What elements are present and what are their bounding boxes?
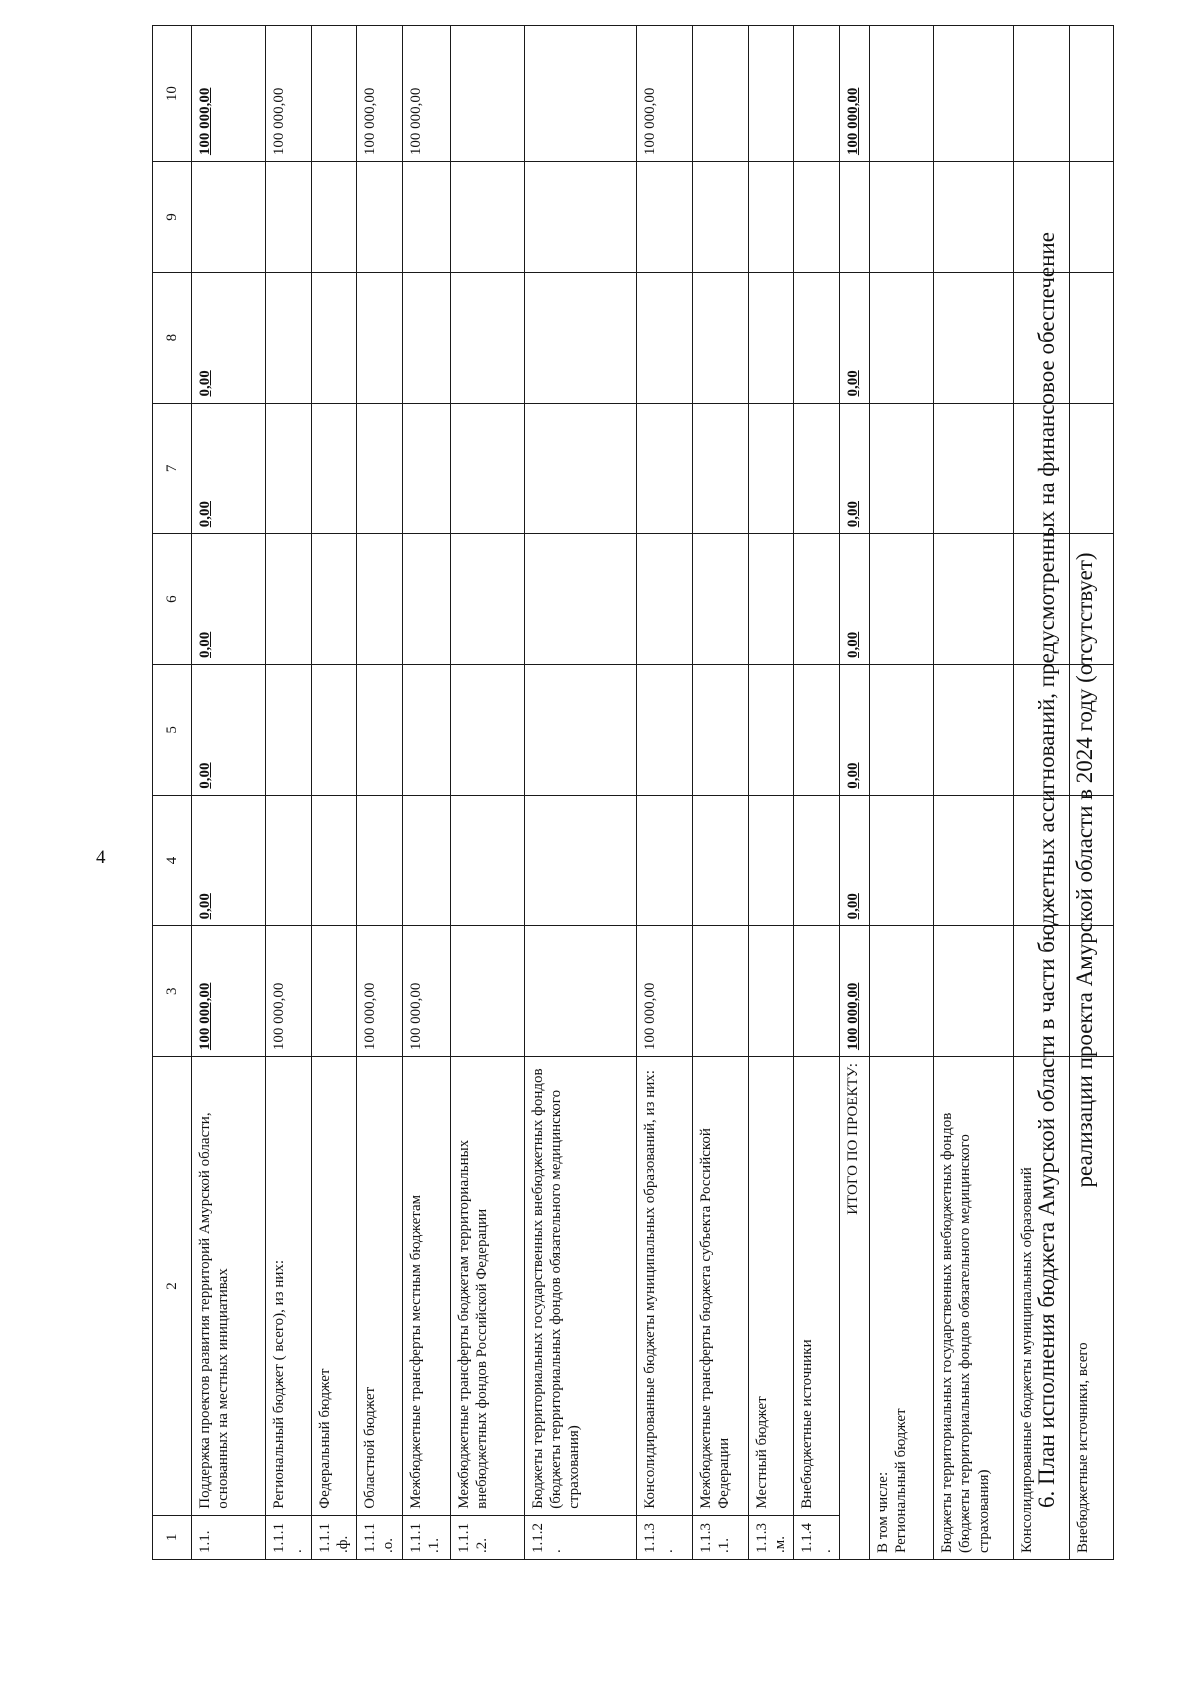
table-row [402,26,450,1560]
table-row [636,26,692,1560]
cell-c6 [450,534,524,665]
cell-c5 [402,664,450,795]
cell-c4 [450,795,524,926]
section-title: 6. План исполнения бюджета Амурской области в части бюджетных ассигнований, предусмотренных на финансовое обеспечение реализации проекта Амурской области в 2024 году (отсутствует) [1034,232,1097,1508]
including-label: В том числе: Региональный бюджет [869,1057,933,1560]
cell-c4 [357,795,403,926]
col-header: 4 [153,795,192,926]
total-row [839,26,869,1560]
cell-c4 [266,795,312,926]
cell-c3 [692,926,748,1057]
cell-c3 [450,926,524,1057]
row-name: Местный бюджет [748,1057,794,1516]
cell-c6 [402,534,450,665]
cell-c10 [748,26,794,162]
cell-c8 [450,272,524,403]
total-c3: 100 000,00 [839,926,869,1057]
cell-c3 [794,926,840,1057]
row-code: 1.1.3. [636,1515,692,1559]
row-name: Поддержка проектов развития территорий Амурской области, основанных на местных инициативах [192,1057,266,1516]
cell-c9 [266,162,312,273]
empty-cell [1013,26,1069,162]
row-code: 1.1. [192,1515,266,1559]
page-number: 4 [96,847,106,868]
cell-c8 [692,272,748,403]
cell-c8 [524,272,636,403]
cell-c10: 100 000,00 [266,26,312,162]
cell-c6 [748,534,794,665]
cell-c4 [311,795,357,926]
col-header: 5 [153,664,192,795]
empty-cell [933,272,1013,403]
cell-c8 [794,272,840,403]
empty-cell [933,162,1013,273]
cell-c9 [192,162,266,273]
cell-c10 [692,26,748,162]
cell-c3: 100 000,00 [266,926,312,1057]
row-name: Областной бюджет [357,1057,403,1516]
total-c4: 0,00 [839,795,869,926]
empty-cell [933,26,1013,162]
cell-c9 [636,162,692,273]
empty-cell [869,26,933,162]
cell-c7 [692,403,748,534]
including-label: Бюджеты территориальных государственных внебюджетных фондов (бюджеты территориальных фондов обязательного медицинского страхования) [933,1057,1013,1560]
cell-c8 [266,272,312,403]
including-label: Внебюджетные источники, всего [1069,1057,1113,1560]
total-c8: 0,00 [839,272,869,403]
cell-c7 [748,403,794,534]
empty-cell [933,403,1013,534]
empty-cell [869,272,933,403]
cell-c3: 100 000,00 [357,926,403,1057]
col-header: 10 [153,26,192,162]
cell-c3: 100 000,00 [636,926,692,1057]
col-header: 1 [153,1515,192,1559]
cell-c10: 100 000,00 [402,26,450,162]
cell-c9 [692,162,748,273]
cell-c5 [636,664,692,795]
cell-c7 [636,403,692,534]
row-name: Федеральный бюджет [311,1057,357,1516]
total-c5: 0,00 [839,664,869,795]
cell-c3: 100 000,00 [192,926,266,1057]
table-row [357,26,403,1560]
cell-c3 [748,926,794,1057]
table-row [192,26,266,1560]
cell-c4 [524,795,636,926]
row-name: Региональный бюджет ( всего), из них: [266,1057,312,1516]
row-code: 1.1.4. [794,1515,840,1559]
cell-c8 [402,272,450,403]
cell-c4: 0,00 [192,795,266,926]
empty-cell [869,795,933,926]
row-code: 1.1.3.м. [748,1515,794,1559]
table-row [450,26,524,1560]
total-c7: 0,00 [839,403,869,534]
cell-c9 [794,162,840,273]
cell-c7 [402,403,450,534]
row-code: 1.1.2. [524,1515,636,1559]
cell-c6 [266,534,312,665]
total-c9 [839,162,869,273]
cell-c9 [450,162,524,273]
cell-c4 [748,795,794,926]
cell-c10: 100 000,00 [192,26,266,162]
empty-cell [869,926,933,1057]
including-label: Консолидированные бюджеты муниципальных образований [1013,1057,1069,1560]
cell-c10 [524,26,636,162]
total-c10: 100 000,00 [839,26,869,162]
col-header: 3 [153,926,192,1057]
empty-cell [869,403,933,534]
cell-c5 [357,664,403,795]
cell-c9 [524,162,636,273]
cell-c3: 100 000,00 [402,926,450,1057]
cell-c8 [311,272,357,403]
empty-cell [933,664,1013,795]
cell-c7 [450,403,524,534]
empty-cell [869,534,933,665]
col-header: 8 [153,272,192,403]
row-code: 1.1.1.1. [402,1515,450,1559]
cell-c9 [748,162,794,273]
cell-c8 [636,272,692,403]
cell-c10: 100 000,00 [636,26,692,162]
cell-c5 [311,664,357,795]
cell-c5 [692,664,748,795]
cell-c6 [794,534,840,665]
cell-c9 [402,162,450,273]
row-name: Межбюджетные трансферты местным бюджетам [402,1057,450,1516]
cell-c6 [524,534,636,665]
col-header: 7 [153,403,192,534]
including-row [869,26,933,1560]
empty-cell [933,926,1013,1057]
col-header: 6 [153,534,192,665]
row-name: Межбюджетные трансферты бюджетам территориальных внебюджетных фондов Российской Федерации [450,1057,524,1516]
cell-c5 [748,664,794,795]
cell-c4 [794,795,840,926]
cell-c7 [357,403,403,534]
cell-c5 [524,664,636,795]
cell-c7 [311,403,357,534]
cell-c4 [402,795,450,926]
table-row [266,26,312,1560]
cell-c6 [311,534,357,665]
table-body [192,26,1114,1560]
row-name: Межбюджетные трансферты бюджета субъекта Российской Федерации [692,1057,748,1516]
empty-cell [933,795,1013,926]
empty-cell [1069,26,1113,162]
cell-c8: 0,00 [192,272,266,403]
budget-table [152,25,1114,1560]
cell-c7 [524,403,636,534]
cell-c5: 0,00 [192,664,266,795]
cell-c7 [794,403,840,534]
cell-c10 [450,26,524,162]
row-code: 1.1.1.ф. [311,1515,357,1559]
row-code: 1.1.1.о. [357,1515,403,1559]
cell-c4 [692,795,748,926]
cell-c6: 0,00 [192,534,266,665]
cell-c6 [636,534,692,665]
table-row [311,26,357,1560]
row-name: Внебюджетные источники [794,1057,840,1516]
table-row [524,26,636,1560]
row-code: 1.1.1.2. [450,1515,524,1559]
cell-c5 [794,664,840,795]
including-row [933,26,1013,1560]
empty-cell [869,162,933,273]
table-row [794,26,840,1560]
cell-c7 [266,403,312,534]
cell-c8 [748,272,794,403]
col-header: 9 [153,162,192,273]
cell-c9 [357,162,403,273]
cell-c10 [311,26,357,162]
cell-c10: 100 000,00 [357,26,403,162]
cell-c6 [357,534,403,665]
total-c6: 0,00 [839,534,869,665]
empty-cell [933,534,1013,665]
header-row [153,26,192,1560]
cell-c3 [311,926,357,1057]
row-code: 1.1.1. [266,1515,312,1559]
total-label: ИТОГО ПО ПРОЕКТУ: [839,1057,869,1560]
cell-c9 [311,162,357,273]
cell-c3 [524,926,636,1057]
table-row [692,26,748,1560]
row-name: Бюджеты территориальных государственных внебюджетных фондов (бюджеты территориальных фондов обязательного медицинского страхования) [524,1057,636,1516]
cell-c8 [357,272,403,403]
cell-c10 [794,26,840,162]
cell-c6 [692,534,748,665]
row-name: Консолидированные бюджеты муниципальных образований, из них: [636,1057,692,1516]
col-header: 2 [153,1057,192,1516]
cell-c5 [266,664,312,795]
cell-c5 [450,664,524,795]
empty-cell [869,664,933,795]
table-row [748,26,794,1560]
cell-c7: 0,00 [192,403,266,534]
row-code: 1.1.3.1. [692,1515,748,1559]
cell-c4 [636,795,692,926]
